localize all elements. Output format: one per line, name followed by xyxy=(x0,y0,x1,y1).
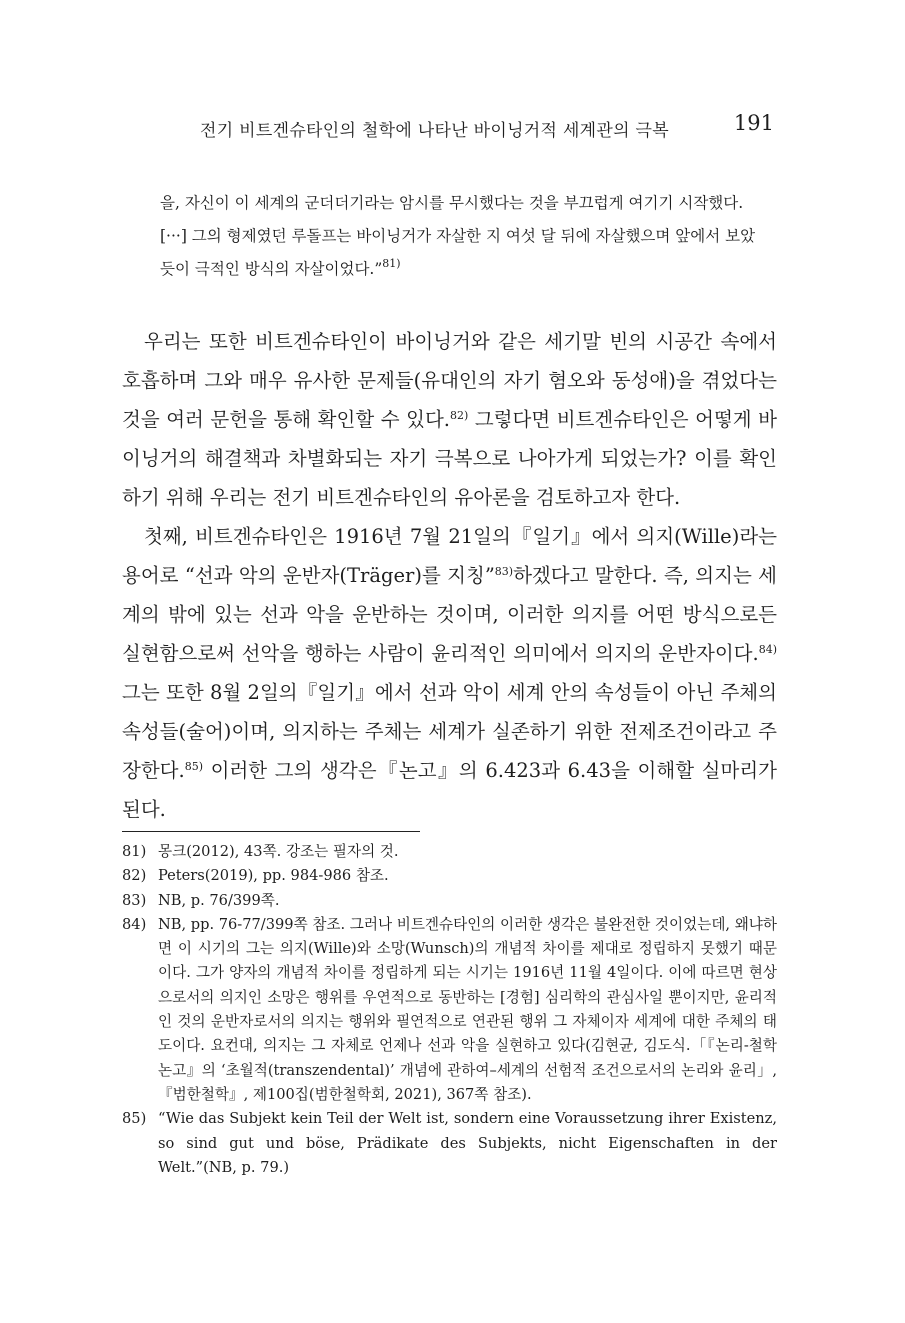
footnote-84 xyxy=(122,913,777,1107)
footnotes xyxy=(122,840,777,1180)
paragraph-1-part-b: 그렇다면 비트겐슈타인은 어떻게 바이닝거의 해결책과 차별화되는 자기 극복으로 나아가게 되었는가? 이를 확인하기 위해 우리는 전기 비트겐슈타인의 유아론을 검토하고자 한다. xyxy=(122,408,777,509)
footnote-text: NB, p. 76/399쪽. xyxy=(158,891,280,909)
paragraph-2-part-b: 하겠다고 말한다. 즉, 의지는 세계의 밖에 있는 선과 악을 운반하는 것이며, 이러한 의지를 어떤 방식으로든 실현함으로써 선악을 행하는 사람이 윤리적인 의미에서 의지의 운반자이다. xyxy=(122,564,777,665)
block-quote xyxy=(160,187,760,286)
paragraph-1-part-a: 우리는 또한 비트겐슈타인이 바이닝거와 같은 세기말 빈의 시공간 속에서 호흡하며 그와 매우 유사한 문제들(유대인의 자기 혐오와 동성애)을 겪었다는 것을 여러 문헌을 통해 확인할 수 있다. xyxy=(122,330,777,431)
paragraph-2-part-d: 이러한 그의 생각은『논고』의 6.423과 6.43을 이해할 실마리가 된다. xyxy=(122,759,777,821)
footnote-number: 84) xyxy=(122,915,147,933)
paragraph-1 xyxy=(122,322,777,517)
footnote-number: 83) xyxy=(122,891,147,909)
footnote-number: 82) xyxy=(122,867,147,885)
main-text xyxy=(122,322,777,829)
footnote-82 xyxy=(122,864,777,888)
footnote-ref-82[interactable]: 82) xyxy=(449,409,469,422)
quote-paragraph xyxy=(160,187,760,286)
footnote-divider xyxy=(122,831,420,832)
quote-text: 을, 자신이 이 세계의 군더더기라는 암시를 무시했다는 것을 부끄럽게 여기기 시작했다. [···] 그의 형제였던 루돌프는 바이닝거가 자살한 지 여섯 달 뒤에 자살했으며 앞에서 보았듯이 극적인 방식의 자살이었다.” xyxy=(160,194,756,278)
footnote-81 xyxy=(122,840,777,864)
footnote-ref-81[interactable]: 81) xyxy=(382,257,401,270)
page-header xyxy=(200,108,780,148)
footnote-83 xyxy=(122,889,777,913)
footnote-ref-83[interactable]: 83) xyxy=(494,565,514,578)
paragraph-2 xyxy=(122,517,777,829)
paragraph-2-part-c: 그는 또한 8월 2일의『일기』에서 선과 악이 세계 안의 속성들이 아닌 주체의 속성들(술어)이며, 의지하는 주체는 세계가 실존하기 위한 전제조건이라고 주장한다. xyxy=(122,681,777,782)
paragraph-2-part-a: 첫째, 비트겐슈타인은 1916년 7월 21일의『일기』에서 의지(Wille)라는 용어로 “선과 악의 운반자(Träger)를 지칭” xyxy=(122,525,777,587)
footnote-number: 85) xyxy=(122,1110,147,1128)
footnote-text: NB, pp. 76-77/399쪽 참조. 그러나 비트겐슈타인의 이러한 생각은 불완전한 것이었는데, 왜냐하면 이 시기의 그는 의지(Wille)와 소망(Wunsch)의 개념적 차이를 제대로 정립하지 못했기 때문이다. 그가 양자의 개념적 차이를 정립하게 되는 시기는 1916년 11월 4일이다. 이에 따르면 현상으로서의 의지인 소망은 행위를 우연적으로 동반하는 [경험] 심리학의 관심사일 뿐이지만, 윤리적인 것의 운반자로서의 의지는 행위와 필연적으로 연관된 행위 그 자체이자 세계에 대한 주체의 태도이다. 요컨대, 의지는 그 자체로 언제나 선과 악을 실현하고 있다(김현균, 김도식.「『논리-철학 논고』의 ‘초월적(transzendental)’ 개념에 관하여–세계의 선험적 조건으로서의 논리와 윤리」,『범한철학』, 제100집(범한철학회, 2021), 367쪽 참조). xyxy=(158,915,777,1103)
footnote-text: Peters(2019), pp. 984-986 참조. xyxy=(158,867,389,885)
footnote-ref-85[interactable]: 85) xyxy=(184,760,204,773)
page-number: 191 xyxy=(733,111,774,135)
footnote-ref-84[interactable]: 84) xyxy=(758,643,777,656)
footnote-text: 몽크(2012), 43쪽. 강조는 필자의 것. xyxy=(158,843,399,860)
running-title: 전기 비트겐슈타인의 철학에 나타난 바이닝거적 세계관의 극복 xyxy=(200,121,669,141)
footnote-text: “Wie das Subjekt kein Teil der Welt ist, sondern eine Voraussetzung ihrer Existenz, so sind gut und böse, Prädikate des Subjekts, nicht Eigenschaften in der Welt.”(NB, p. 79.) xyxy=(158,1110,777,1176)
footnote-85 xyxy=(122,1107,777,1180)
footnote-number: 81) xyxy=(122,843,147,860)
